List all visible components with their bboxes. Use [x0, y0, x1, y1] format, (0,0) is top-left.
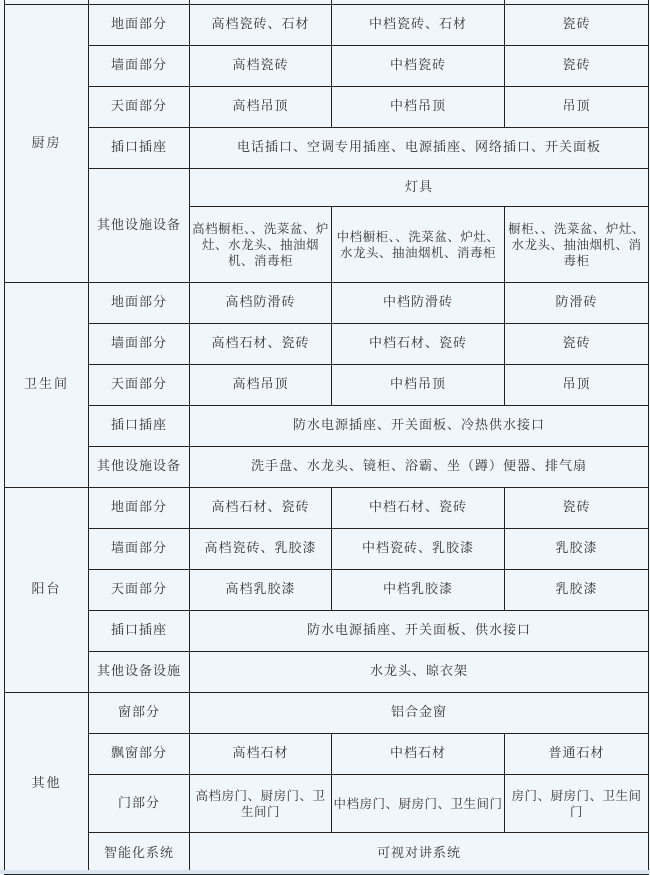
- cell-high: 高档防滑砖: [190, 283, 332, 324]
- cell-high: 高档瓷砖: [190, 46, 332, 87]
- table-row: [5, 87, 649, 128]
- row-label-smart: 智能化系统: [89, 833, 190, 875]
- cell-high: 高档橱柜、、洗菜盆、炉灶、水龙头、抽油烟机、消毒柜: [190, 207, 332, 283]
- cell-low: 吊顶: [505, 87, 649, 128]
- row-label-ceiling: 天面部分: [89, 87, 190, 128]
- cell-high: 高档瓷砖、石材: [190, 5, 332, 46]
- cell-sockets: 电话插口、空调专用插座、电源插座、网络插口、开关面板: [190, 128, 649, 169]
- cell-mid: 中档吊顶: [332, 87, 505, 128]
- cell-low: 乳胶漆: [505, 570, 649, 611]
- table-row: [5, 169, 649, 207]
- group-kitchen: 厨房: [5, 5, 89, 283]
- cell-mid: 中档石材、瓷砖: [332, 324, 505, 365]
- cell-low: 吊顶: [505, 365, 649, 406]
- cell-low: 橱柜、、洗菜盆、炉灶、水龙头、抽油烟机、消毒柜: [505, 207, 649, 283]
- row-label-floor: 地面部分: [89, 283, 190, 324]
- cell-mid: 中档瓷砖、石材: [332, 5, 505, 46]
- table-row: [5, 46, 649, 87]
- row-label-wall: 墙面部分: [89, 46, 190, 87]
- cell-mid: 中档瓷砖: [332, 46, 505, 87]
- table-row: [5, 128, 649, 169]
- table-row: [5, 693, 649, 734]
- row-label-sockets: 插口插座: [89, 611, 190, 652]
- table-row: [5, 775, 649, 833]
- row-label-floor: 地面部分: [89, 488, 190, 529]
- cell-mid: 中档瓷砖、乳胶漆: [332, 529, 505, 570]
- row-label-bay-window: 飘窗部分: [89, 734, 190, 775]
- row-label-equipment: 其他设施设备: [89, 447, 190, 488]
- cell-equipment: 洗手盘、水龙头、镜柜、浴霸、坐（蹲）便器、排气扇: [190, 447, 649, 488]
- row-label-sockets: 插口插座: [89, 128, 190, 169]
- cell-mid: 中档石材、瓷砖: [332, 488, 505, 529]
- cell-high: 高档乳胶漆: [190, 570, 332, 611]
- table-row: [5, 652, 649, 693]
- cell-high: 高档石材、瓷砖: [190, 324, 332, 365]
- cell-low: 乳胶漆: [505, 529, 649, 570]
- cell-mid: 中档石材: [332, 734, 505, 775]
- cell-low: 瓷砖: [505, 5, 649, 46]
- table-row: [5, 365, 649, 406]
- table-row: [5, 611, 649, 652]
- table-row: [5, 833, 649, 875]
- cell-window: 铝合金窗: [190, 693, 649, 734]
- cell-sockets: 防水电源插座、开关面板、供水接口: [190, 611, 649, 652]
- table-row: [5, 529, 649, 570]
- row-label-ceiling: 天面部分: [89, 365, 190, 406]
- decoration-standard-table: [4, 0, 649, 875]
- cell-low: 房门、厨房门、卫生间门: [505, 775, 649, 833]
- cell-mid: 中档橱柜、、洗菜盆、炉灶、水龙头、抽油烟机、消毒柜: [332, 207, 505, 283]
- group-other: 其他: [5, 693, 89, 875]
- cell-smart: 可视对讲系统: [190, 833, 649, 875]
- cell-low: 防滑砖: [505, 283, 649, 324]
- table-row: [5, 734, 649, 775]
- cell-equipment: 水龙头、晾衣架: [190, 652, 649, 693]
- row-label-sockets: 插口插座: [89, 406, 190, 447]
- cell-lamps: 灯具: [190, 169, 649, 207]
- cell-low: 瓷砖: [505, 324, 649, 365]
- row-label-floor: 地面部分: [89, 5, 190, 46]
- row-label-door: 门部分: [89, 775, 190, 833]
- row-label-ceiling: 天面部分: [89, 570, 190, 611]
- row-label-equipment: 其他设施设备: [89, 169, 190, 283]
- row-label-wall: 墙面部分: [89, 324, 190, 365]
- table-row: [5, 447, 649, 488]
- cell-sockets: 防水电源插座、开关面板、冷热供水接口: [190, 406, 649, 447]
- cell-mid: 中档吊顶: [332, 365, 505, 406]
- cell-high: 高档吊顶: [190, 87, 332, 128]
- table-row: [5, 5, 649, 46]
- cell-low: 瓷砖: [505, 488, 649, 529]
- row-label-window: 窗部分: [89, 693, 190, 734]
- table-row: [5, 324, 649, 365]
- cell-mid: 中档乳胶漆: [332, 570, 505, 611]
- cell-mid: 中档房门、厨房门、卫生间门: [332, 775, 505, 833]
- cell-high: 高档房门、厨房门、卫生间门: [190, 775, 332, 833]
- cell-high: 高档瓷砖、乳胶漆: [190, 529, 332, 570]
- group-balcony: 阳台: [5, 488, 89, 693]
- cell-high: 高档石材、瓷砖: [190, 488, 332, 529]
- bottom-edge: [0, 870, 650, 874]
- cell-low: 普通石材: [505, 734, 649, 775]
- cell-high: 高档石材: [190, 734, 332, 775]
- cell-low: 瓷砖: [505, 46, 649, 87]
- table-row: [5, 570, 649, 611]
- group-bathroom: 卫生间: [5, 283, 89, 488]
- table-row: [5, 488, 649, 529]
- cell-mid: 中档防滑砖: [332, 283, 505, 324]
- cell-high: 高档吊顶: [190, 365, 332, 406]
- row-label-equipment: 其他设备设施: [89, 652, 190, 693]
- row-label-wall: 墙面部分: [89, 529, 190, 570]
- table-row: [5, 406, 649, 447]
- table-row: [5, 283, 649, 324]
